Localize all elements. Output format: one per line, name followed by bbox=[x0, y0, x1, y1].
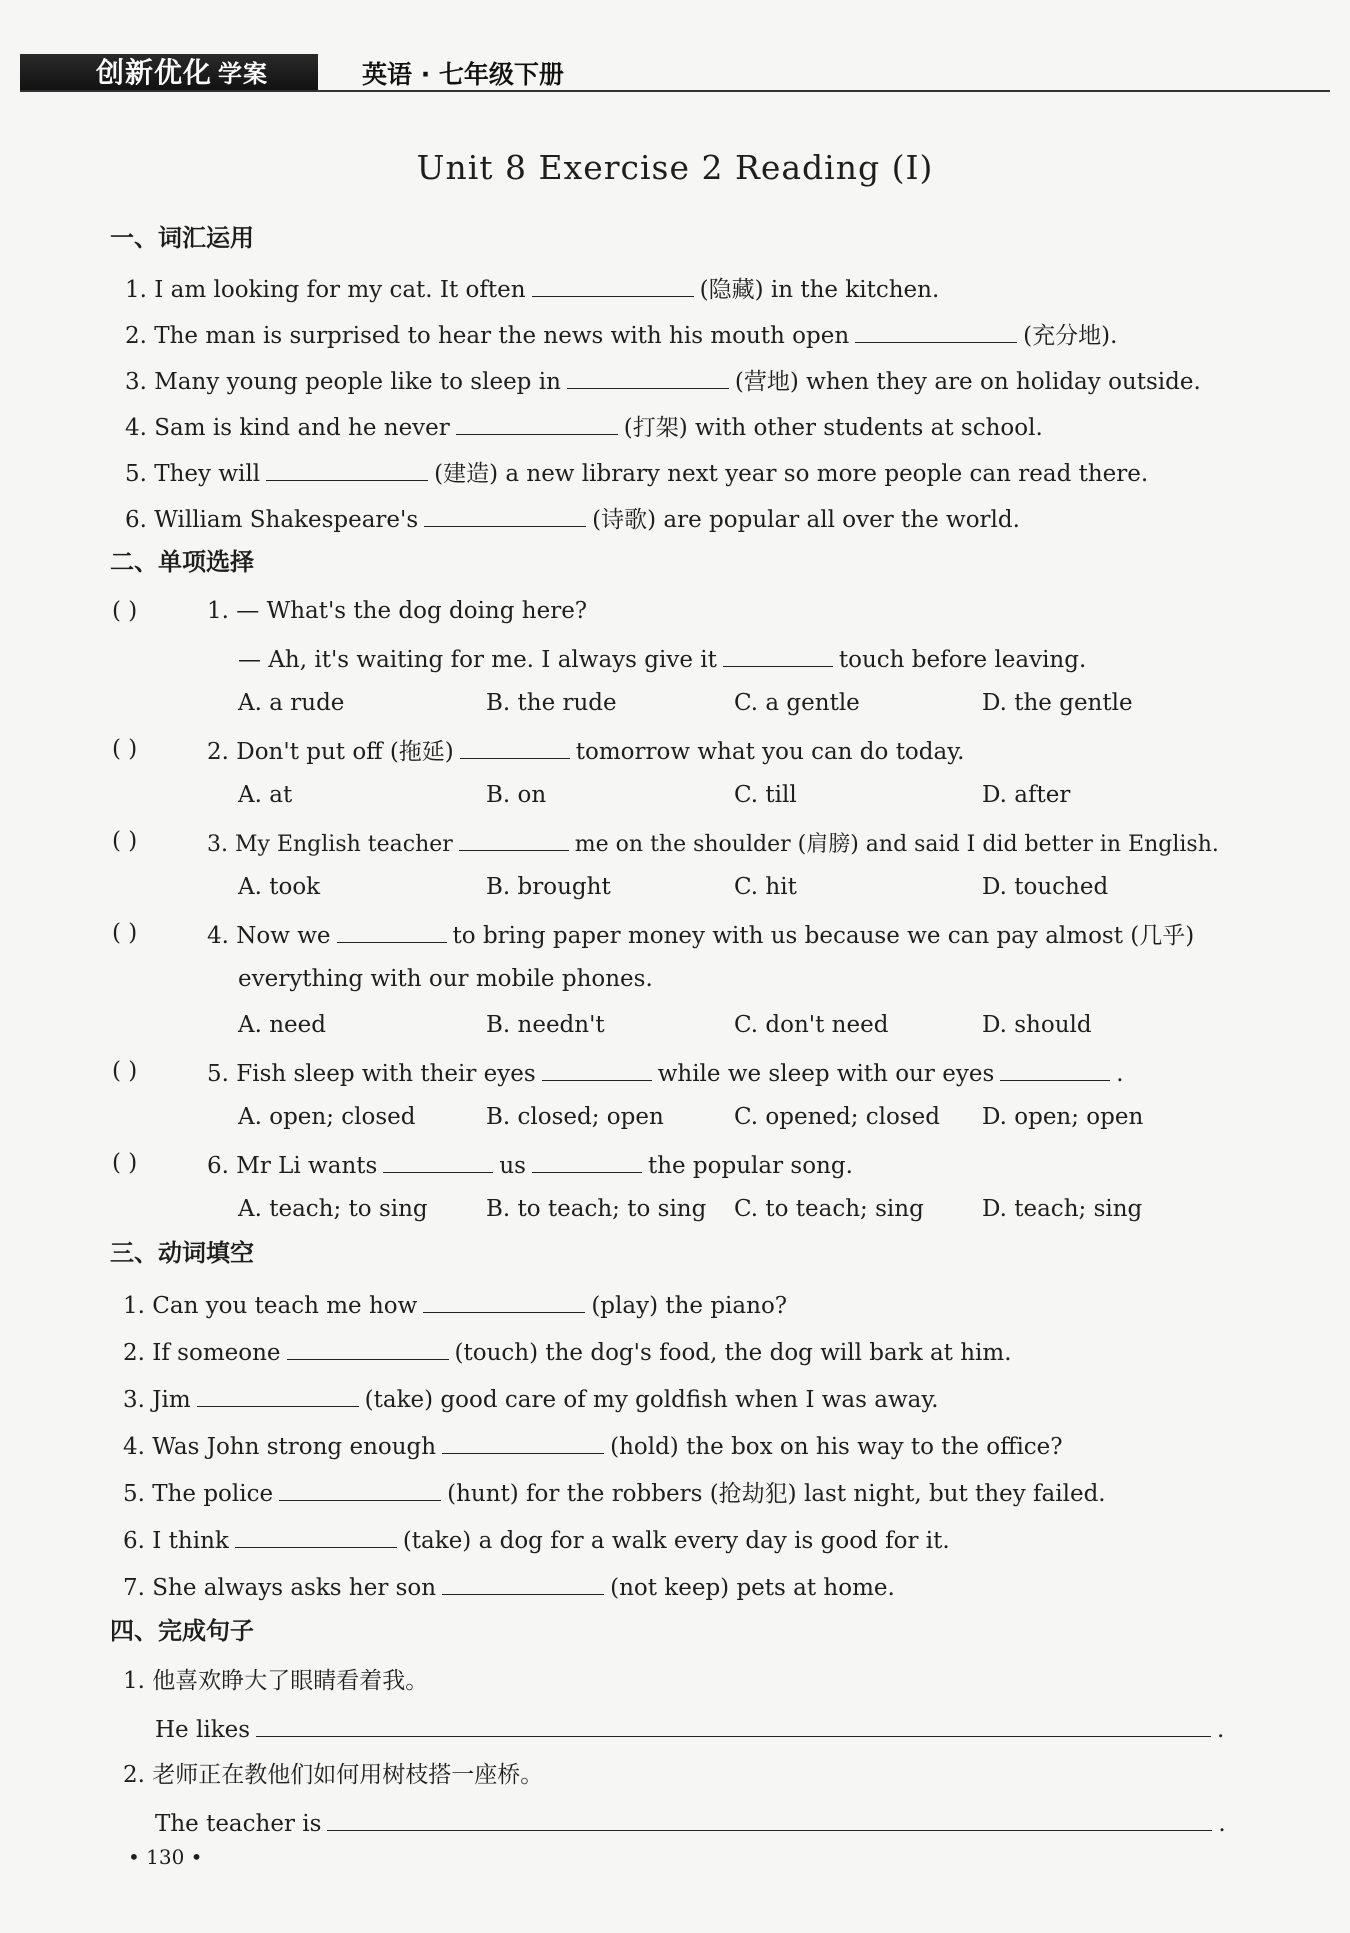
answer-blank[interactable] bbox=[383, 1148, 493, 1173]
item-text: 3. Jim bbox=[123, 1387, 191, 1413]
item-text: (hunt) for the robbers (抢劫犯) last night, but they failed. bbox=[447, 1481, 1106, 1507]
item-text: (建造) a new library next year so more people can read there. bbox=[434, 461, 1149, 487]
option-c[interactable]: C. to teach; sing bbox=[734, 1196, 924, 1222]
answer-line[interactable] bbox=[256, 1712, 1211, 1737]
question-text: — Ah, it's waiting for me. I always give it bbox=[238, 647, 717, 673]
option-b[interactable]: B. on bbox=[486, 782, 547, 808]
option-c[interactable]: C. a gentle bbox=[734, 690, 860, 716]
choice-q5 bbox=[207, 1056, 1124, 1089]
option-a[interactable]: A. need bbox=[238, 1012, 326, 1038]
question-number: 2. bbox=[207, 739, 229, 765]
answer-paren[interactable]: ( ) bbox=[112, 598, 138, 624]
question-text: us bbox=[499, 1153, 526, 1179]
sentence-item-2-english bbox=[155, 1806, 1226, 1839]
verb-item-1 bbox=[123, 1288, 787, 1321]
question-text: Mr Li wants bbox=[236, 1153, 378, 1179]
answer-blank[interactable] bbox=[235, 1523, 397, 1548]
sentence-item-1-chinese: 1. 他喜欢睁大了眼睛看着我。 bbox=[123, 1668, 429, 1694]
option-b[interactable]: B. brought bbox=[486, 874, 611, 900]
option-a[interactable]: A. teach; to sing bbox=[238, 1196, 428, 1222]
item-text: (打架) with other students at school. bbox=[623, 415, 1043, 441]
question-text: My English teacher bbox=[235, 832, 453, 857]
verb-item-6 bbox=[123, 1523, 950, 1556]
option-b[interactable]: B. the rude bbox=[486, 690, 617, 716]
item-text: (营地) when they are on holiday outside. bbox=[734, 369, 1201, 395]
option-b[interactable]: B. needn't bbox=[486, 1012, 605, 1038]
item-text: 5. The police bbox=[123, 1481, 274, 1507]
option-c[interactable]: C. don't need bbox=[734, 1012, 889, 1038]
option-a[interactable]: A. took bbox=[238, 874, 321, 900]
item-text: 1. I am looking for my cat. It often bbox=[125, 277, 526, 303]
answer-paren[interactable]: ( ) bbox=[112, 1150, 138, 1176]
item-text: 4. Was John strong enough bbox=[123, 1434, 437, 1460]
answer-paren[interactable]: ( ) bbox=[112, 828, 138, 854]
answer-blank[interactable] bbox=[442, 1429, 604, 1454]
choice-q4-line2: everything with our mobile phones. bbox=[238, 966, 653, 992]
question-text: while we sleep with our eyes bbox=[657, 1061, 995, 1087]
item-text: (play) the piano? bbox=[591, 1293, 788, 1319]
option-d[interactable]: D. open; open bbox=[982, 1104, 1144, 1130]
answer-blank[interactable] bbox=[279, 1476, 441, 1501]
item-text: . bbox=[1218, 1811, 1226, 1837]
choice-q1-line1 bbox=[207, 596, 587, 626]
item-text: . bbox=[1217, 1717, 1225, 1743]
question-number: 5. bbox=[207, 1061, 229, 1087]
answer-line[interactable] bbox=[327, 1806, 1212, 1831]
question-text: Fish sleep with their eyes bbox=[236, 1061, 536, 1087]
brand-banner bbox=[20, 54, 318, 91]
answer-blank[interactable] bbox=[855, 318, 1017, 343]
item-text: The teacher is bbox=[155, 1811, 322, 1837]
book-title: 英语 · 七年级下册 bbox=[362, 60, 564, 89]
section-heading-vocabulary: 一、词汇运用 bbox=[110, 224, 254, 252]
answer-blank[interactable] bbox=[197, 1382, 359, 1407]
vocab-item-1 bbox=[125, 272, 939, 305]
sentence-item-2-chinese: 2. 老师正在教他们如何用树枝搭一座桥。 bbox=[123, 1762, 544, 1788]
section-heading-choice: 二、单项选择 bbox=[110, 548, 254, 576]
verb-item-4 bbox=[123, 1429, 1063, 1462]
question-text: me on the shoulder (肩膀) and said I did better in English. bbox=[574, 832, 1219, 857]
question-text: to bring paper money with us because we can pay almost (几乎) bbox=[452, 923, 1195, 949]
item-text: (take) a dog for a walk every day is good for it. bbox=[402, 1528, 950, 1554]
answer-blank[interactable] bbox=[542, 1056, 652, 1081]
answer-blank[interactable] bbox=[459, 826, 569, 851]
choice-q2 bbox=[207, 734, 964, 767]
page-number: • 130 • bbox=[128, 1845, 203, 1869]
verb-item-5 bbox=[123, 1476, 1106, 1509]
choice-q3 bbox=[207, 826, 1219, 860]
option-c[interactable]: C. hit bbox=[734, 874, 797, 900]
answer-blank[interactable] bbox=[460, 734, 570, 759]
verb-item-3 bbox=[123, 1382, 939, 1415]
item-text: (hold) the box on his way to the office? bbox=[610, 1434, 1063, 1460]
item-text: 7. She always asks her son bbox=[123, 1575, 437, 1601]
question-text: Now we bbox=[236, 923, 331, 949]
verb-item-2 bbox=[123, 1335, 1012, 1368]
choice-q4 bbox=[207, 918, 1194, 951]
question-text: the popular song. bbox=[647, 1153, 853, 1179]
item-text: He likes bbox=[155, 1717, 251, 1743]
answer-paren[interactable]: ( ) bbox=[112, 920, 138, 946]
item-text: (touch) the dog's food, the dog will bark at him. bbox=[454, 1340, 1012, 1366]
vocab-item-2 bbox=[125, 318, 1117, 351]
answer-blank[interactable] bbox=[442, 1570, 604, 1595]
question-text: — What's the dog doing here? bbox=[236, 598, 588, 624]
option-a[interactable]: A. a rude bbox=[238, 690, 345, 716]
item-text: (充分地). bbox=[1023, 323, 1118, 349]
option-d[interactable]: D. should bbox=[982, 1012, 1092, 1038]
item-text: 6. I think bbox=[123, 1528, 229, 1554]
item-text: 2. If someone bbox=[123, 1340, 281, 1366]
item-text: 3. Many young people like to sleep in bbox=[125, 369, 561, 395]
item-text: 4. Sam is kind and he never bbox=[125, 415, 450, 441]
option-a[interactable]: A. open; closed bbox=[238, 1104, 416, 1130]
answer-blank[interactable] bbox=[723, 642, 833, 667]
question-text: Don't put off (拖延) bbox=[236, 739, 454, 765]
option-b[interactable]: B. to teach; to sing bbox=[486, 1196, 707, 1222]
item-text: (诗歌) are popular all over the world. bbox=[592, 507, 1020, 533]
choice-q1-line2 bbox=[238, 642, 1086, 675]
vocab-item-3 bbox=[125, 364, 1201, 397]
option-c[interactable]: C. opened; closed bbox=[734, 1104, 941, 1130]
answer-blank[interactable] bbox=[532, 1148, 642, 1173]
answer-blank[interactable] bbox=[532, 272, 694, 297]
vocab-item-4 bbox=[125, 410, 1043, 443]
item-text: 5. They will bbox=[125, 461, 261, 487]
answer-blank[interactable] bbox=[424, 502, 586, 527]
answer-blank[interactable] bbox=[337, 918, 447, 943]
section-heading-verbs: 三、动词填空 bbox=[110, 1239, 254, 1267]
answer-blank[interactable] bbox=[1000, 1056, 1110, 1081]
answer-paren[interactable]: ( ) bbox=[112, 736, 138, 762]
answer-blank[interactable] bbox=[456, 410, 618, 435]
choice-q6 bbox=[207, 1148, 853, 1181]
option-c[interactable]: C. till bbox=[734, 782, 797, 808]
item-text: 6. William Shakespeare's bbox=[125, 507, 419, 533]
question-number: 4. bbox=[207, 923, 229, 949]
option-d[interactable]: D. after bbox=[982, 782, 1071, 808]
page-title: Unit 8 Exercise 2 Reading (Ⅰ) bbox=[416, 148, 934, 187]
option-b[interactable]: B. closed; open bbox=[486, 1104, 664, 1130]
option-d[interactable]: D. teach; sing bbox=[982, 1196, 1143, 1222]
question-number: 3. bbox=[207, 832, 228, 857]
vocab-item-5 bbox=[125, 456, 1148, 489]
option-a[interactable]: A. at bbox=[238, 782, 293, 808]
question-text: . bbox=[1116, 1061, 1124, 1087]
option-d[interactable]: D. the gentle bbox=[982, 690, 1133, 716]
question-text: tomorrow what you can do today. bbox=[575, 739, 965, 765]
item-text: (隐藏) in the kitchen. bbox=[699, 277, 940, 303]
item-text: 2. The man is surprised to hear the news with his mouth open bbox=[125, 323, 850, 349]
answer-blank[interactable] bbox=[287, 1335, 449, 1360]
question-number: 6. bbox=[207, 1153, 229, 1179]
item-text: 1. Can you teach me how bbox=[123, 1293, 418, 1319]
question-number: 1. bbox=[207, 598, 229, 624]
question-text: touch before leaving. bbox=[838, 647, 1087, 673]
header-divider bbox=[20, 90, 1330, 92]
answer-blank[interactable] bbox=[567, 364, 729, 389]
brand-suffix: 学案 bbox=[218, 60, 269, 88]
vocab-item-6 bbox=[125, 502, 1020, 535]
section-heading-sentences: 四、完成句子 bbox=[110, 1617, 254, 1645]
item-text: (not keep) pets at home. bbox=[610, 1575, 895, 1601]
sentence-item-1-english bbox=[155, 1712, 1224, 1745]
item-text: (take) good care of my goldfish when I was away. bbox=[364, 1387, 939, 1413]
verb-item-7 bbox=[123, 1570, 895, 1603]
answer-paren[interactable]: ( ) bbox=[112, 1058, 138, 1084]
answer-blank[interactable] bbox=[266, 456, 428, 481]
option-d[interactable]: D. touched bbox=[982, 874, 1109, 900]
brand-name: 创新优化 bbox=[96, 56, 213, 89]
answer-blank[interactable] bbox=[423, 1288, 585, 1313]
